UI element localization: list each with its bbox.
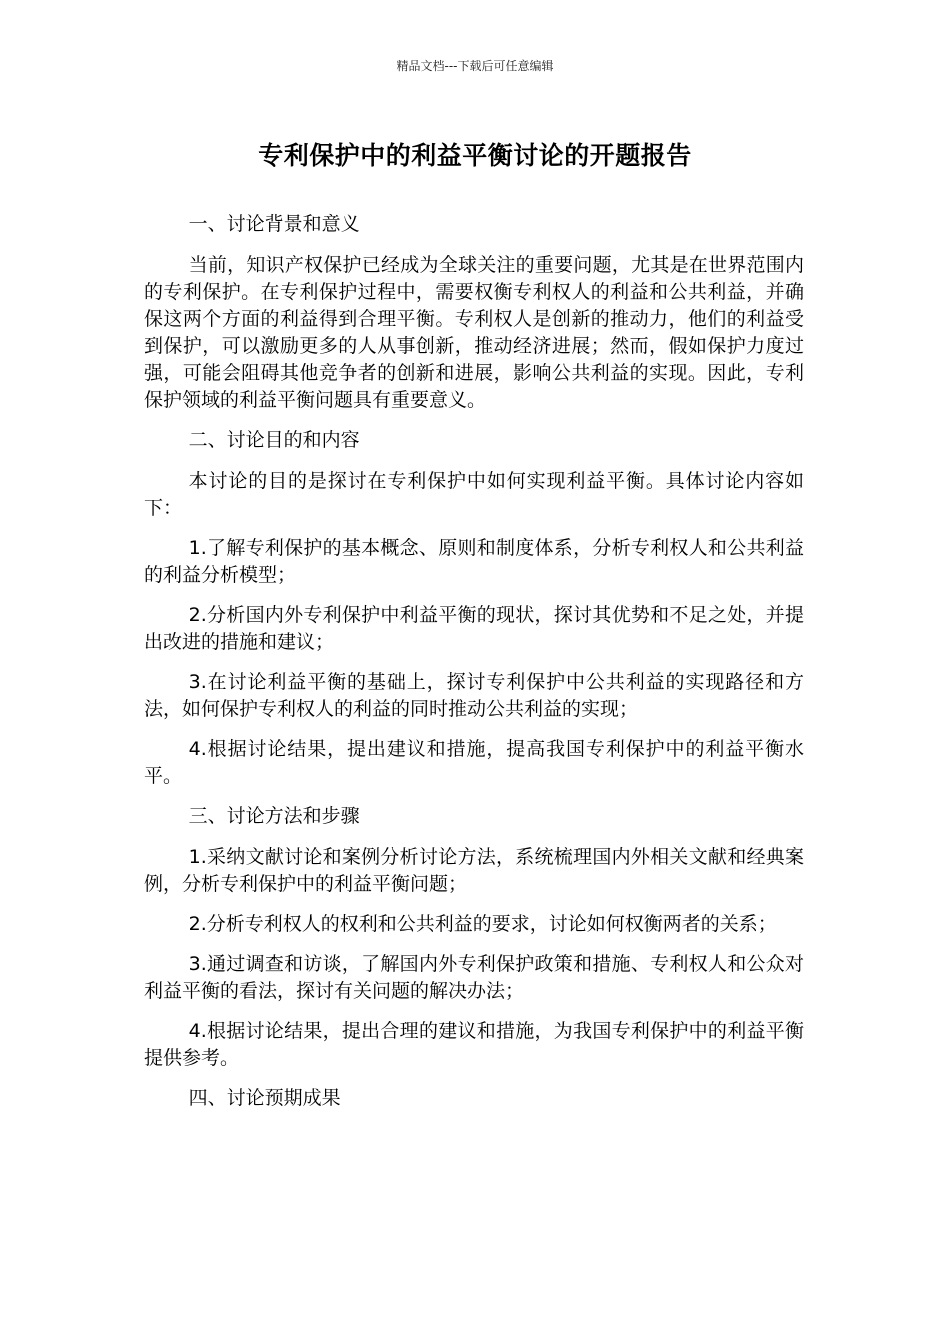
paragraph-purpose-intro: 本讨论的目的是探讨在专利保护中如何实现利益平衡。具体讨论内容如下： [144, 470, 804, 519]
list-item-method-4: 4.根据讨论结果，提出合理的建议和措施，为我国专利保护中的利益平衡提供参考。 [144, 1020, 804, 1069]
document-title: 专利保护中的利益平衡讨论的开题报告 [258, 141, 692, 170]
list-item-method-1: 1.采纳文献讨论和案例分析讨论方法，系统梳理国内外相关文献和经典案例，分析专利保护中的利益平衡问题； [144, 846, 804, 895]
page-header-note: 精品文档---下载后可任意编辑 [396, 59, 554, 73]
list-item-purpose-1: 1.了解专利保护的基本概念、原则和制度体系，分析专利权人和公共利益的利益分析模型； [144, 537, 804, 586]
section-heading-outcomes: 四、讨论预期成果 [188, 1087, 341, 1109]
paragraph-background: 当前，知识产权保护已经成为全球关注的重要问题，尤其是在世界范围内的专利保护。在专利保护过程中，需要权衡专利权人的利益和公共利益，并确保这两个方面的利益得到合理平衡。专利权人是创新的推动力，他们的利益受到保护，可以激励更多的人从事创新，推动经济进展；然而，假如保护力度过强，可能会阻碍其他竞争者的创新和进展，影响公共利益的实现。因此，专利保护领域的利益平衡问题具有重要意义。 [144, 254, 804, 411]
document-body [144, 211, 804, 1126]
section-heading-background: 一、讨论背景和意义 [188, 213, 360, 235]
list-item-method-2: 2.分析专利权人的权利和公共利益的要求，讨论如何权衡两者的关系； [188, 913, 777, 935]
list-item-purpose-2: 2.分析国内外专利保护中利益平衡的现状，探讨其优势和不足之处，并提出改进的措施和建议； [144, 604, 804, 653]
list-item-method-3: 3.通过调查和访谈，了解国内外专利保护政策和措施、专利权人和公众对利益平衡的看法，探讨有关问题的解决办法； [144, 953, 804, 1002]
list-item-purpose-4: 4.根据讨论结果，提出建议和措施，提高我国专利保护中的利益平衡水平。 [144, 738, 804, 787]
section-heading-purpose: 二、讨论目的和内容 [188, 429, 360, 451]
section-heading-method: 三、讨论方法和步骤 [188, 805, 360, 827]
list-item-purpose-3: 3.在讨论利益平衡的基础上，探讨专利保护中公共利益的实现路径和方法，如何保护专利权人的利益的同时推动公共利益的实现； [144, 671, 804, 720]
